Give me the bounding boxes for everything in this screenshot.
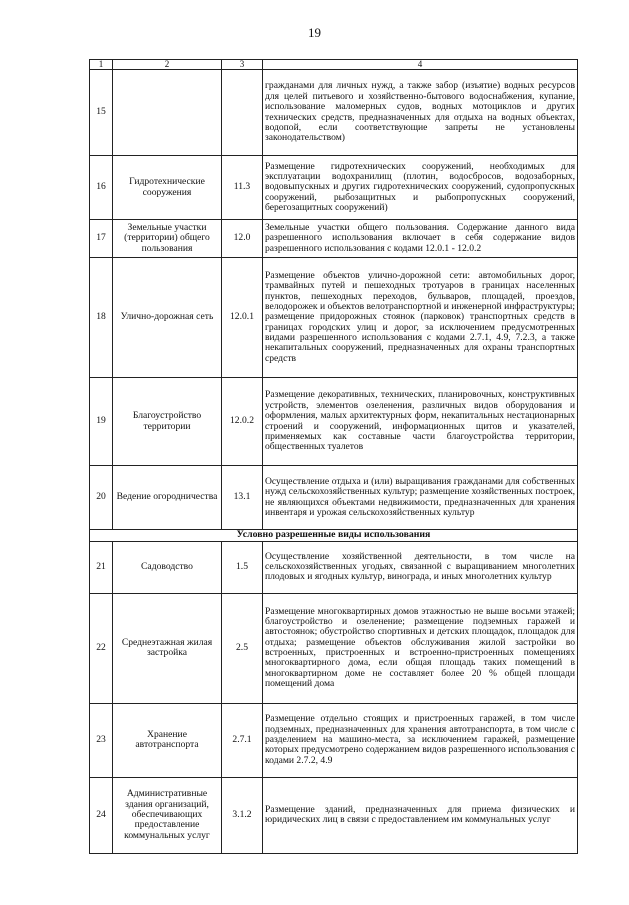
table-row <box>90 156 578 220</box>
table-row <box>90 220 578 258</box>
row-code: 2.5 <box>222 593 263 703</box>
row-code: 1.5 <box>222 541 263 593</box>
row-description: Размещение декоративных, технических, планировочных, конструктивных устройств, элементов озеленения, различных видов оборудования и оформления, малых архитектурных форм, некапитальных нестационарных строений и сооружений, информационных щитов и указателей, применяемых как составные части благоустройства территории, общественных туалетов <box>263 378 578 466</box>
row-name: Административные здания организаций, обеспечивающих предоставление коммунальных услуг <box>113 777 222 853</box>
row-code: 12.0.1 <box>222 258 263 378</box>
header-col-1: 1 <box>90 60 113 70</box>
row-name: Хранение автотранспорта <box>113 703 222 777</box>
row-name: Гидротехнические сооружения <box>113 156 222 220</box>
section-title: Условно разрешенные виды использования <box>90 530 578 542</box>
row-description: Осуществление отдыха и (или) выращивания гражданами для собственных нужд сельскохозяйственных культур; размещение хозяйственных построек, не являющихся объектами недвижимости, предназначенных для хранения инвентаря и урожая сельскохозяйственных культур <box>263 466 578 530</box>
header-col-2: 2 <box>113 60 222 70</box>
land-use-table <box>89 59 578 854</box>
table-header-row <box>90 60 578 70</box>
row-description: Осуществление хозяйственной деятельности, в том числе на сельскохозяйственных угодьях, связанной с выращиванием многолетних плодовых и ягодных культур, винограда, и иных многолетних культур <box>263 541 578 593</box>
row-code <box>222 70 263 156</box>
row-number: 23 <box>90 703 113 777</box>
table-row <box>90 541 578 593</box>
row-code: 3.1.2 <box>222 777 263 853</box>
table-row <box>90 466 578 530</box>
table-row <box>90 258 578 378</box>
section-row <box>90 530 578 542</box>
table-row <box>90 378 578 466</box>
row-name: Благоустройство территории <box>113 378 222 466</box>
row-description: Размещение объектов улично-дорожной сети: автомобильных дорог, трамвайных путей и пешеходных тротуаров в границах населенных пунктов, пешеходных переходов, бульваров, площадей, проездов, велодорожек и объектов велотранспортной и инженерной инфраструктуры; размещение придорожных стоянок (парковок) транспортных средств в границах городских улиц и дорог, за исключением предусмотренных видами разрешенного использования с кодами 2.7.1, 4.9, 7.2.3, а также некапитальных сооружений, предназначенных для охраны транспортных средств <box>263 258 578 378</box>
table-row <box>90 703 578 777</box>
row-code: 11.3 <box>222 156 263 220</box>
page-number: 19 <box>308 25 321 40</box>
table-row <box>90 593 578 703</box>
header-col-4: 4 <box>263 60 578 70</box>
row-code: 2.7.1 <box>222 703 263 777</box>
row-number: 16 <box>90 156 113 220</box>
table-row <box>90 777 578 853</box>
row-number: 21 <box>90 541 113 593</box>
row-name: Ведение огородничества <box>113 466 222 530</box>
row-number: 24 <box>90 777 113 853</box>
row-name <box>113 70 222 156</box>
row-name: Улично-дорожная сеть <box>113 258 222 378</box>
row-code: 13.1 <box>222 466 263 530</box>
row-code: 12.0 <box>222 220 263 258</box>
row-description: Размещение отдельно стоящих и пристроенных гаражей, в том числе подземных, предназначенных для хранения автотранспорта, в том числе с разделением на машино-места, за исключением гаражей, размещение которых предусмотрено содержанием видов разрешенного использования с кодами 2.7.2, 4.9 <box>263 703 578 777</box>
row-description: Размещение зданий, предназначенных для приема физических и юридических лиц в связи с предоставлением им коммунальных услуг <box>263 777 578 853</box>
row-number: 20 <box>90 466 113 530</box>
row-description: Размещение многоквартирных домов этажностью не выше восьми этажей; благоустройство и озеленение; размещение подземных гаражей и автостоянок; обустройство спортивных и детских площадок, площадок для отдыха; размещение объектов обслуживания жилой застройки во встроенных, пристроенных и встроенно-пристроенных помещениях многоквартирного дома, если общая площадь таких помещений в многоквартирном доме не составляет более 20 % общей площади помещений дома <box>263 593 578 703</box>
row-name: Среднеэтажная жилая застройка <box>113 593 222 703</box>
row-name: Садоводство <box>113 541 222 593</box>
row-description: Земельные участки общего пользования. Содержание данного вида разрешенного использования включает в себя содержание видов разрешенного использования с кодами 12.0.1 - 12.0.2 <box>263 220 578 258</box>
row-description: гражданами для личных нужд, а также забор (изъятие) водных ресурсов для целей питьевого и хозяйственно-бытового водоснабжения, купание, использование маломерных судов, водных мотоциклов и других технических средств, предназначенных для отдыха на водных объектах, водопой, если соответствующие запреты не установлены законодательством) <box>263 70 578 156</box>
row-number: 15 <box>90 70 113 156</box>
row-number: 19 <box>90 378 113 466</box>
row-number: 22 <box>90 593 113 703</box>
row-name: Земельные участки (территории) общего пользования <box>113 220 222 258</box>
table-row <box>90 70 578 156</box>
header-col-3: 3 <box>222 60 263 70</box>
row-number: 18 <box>90 258 113 378</box>
row-code: 12.0.2 <box>222 378 263 466</box>
row-number: 17 <box>90 220 113 258</box>
row-description: Размещение гидротехнических сооружений, необходимых для эксплуатации водохранилищ (плотин, водосбросов, водозаборных, водовыпускных и других гидротехнических сооружений, судопропускных сооружений, рыбозащитных и рыбопропускных сооружений, берегозащитных сооружений) <box>263 156 578 220</box>
